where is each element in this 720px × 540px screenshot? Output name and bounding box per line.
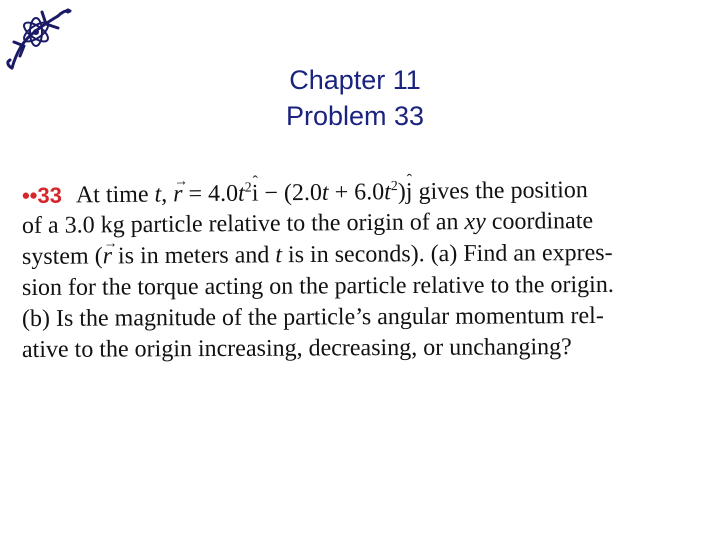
problem-line: ative to the origin increasing, decreasing, or unchanging? [21, 334, 572, 363]
problem-label: Problem 33 [285, 101, 425, 131]
problem-text [21, 177, 702, 366]
problem-line: (b) Is the magnitude of the particle’s angular momentum rel- [21, 302, 604, 332]
slide-title [200, 62, 510, 134]
problem-line: system (→ r is in meters and t is in seconds). (a) Find an expres- [22, 237, 702, 273]
position-vector-symbol: → r [173, 179, 183, 210]
problem-line: ••33 At time t, → $r = 4.0t^2ˆ$ $i - (2.0t + 6.0t^2)ˆ$ j gives the position [22, 173, 702, 211]
problem-number: ••33 [21, 182, 63, 208]
chapter-label: Chapter 11 [289, 65, 421, 95]
problem-line: of a 3.0 kg particle relative to the origin of an xy coordinate [21, 208, 594, 239]
unit-vector-i: ˆ i [252, 179, 259, 210]
problem-line: sion for the torque acting on the particle relative to the origin. [21, 271, 614, 301]
unit-vector-j: ˆ j [406, 177, 413, 208]
lizard-atom-logo-icon [2, 2, 74, 74]
position-vector-symbol: → r [103, 241, 113, 272]
